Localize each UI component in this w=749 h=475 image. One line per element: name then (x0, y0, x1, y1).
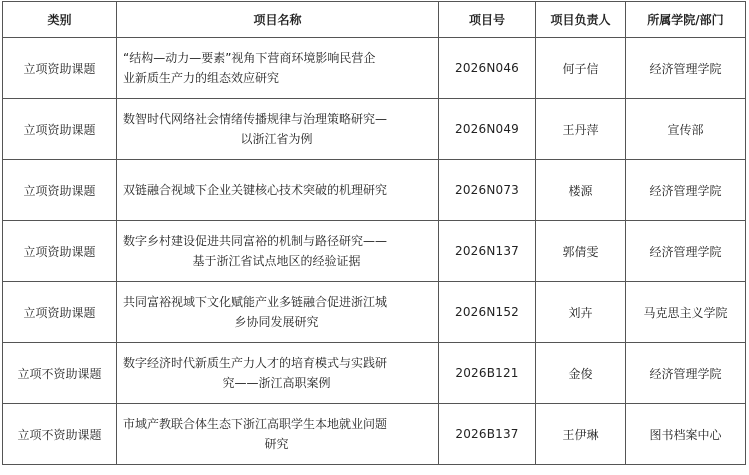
table-row (3, 160, 746, 221)
table-row (3, 99, 746, 160)
cell-department: 经济管理学院 (626, 160, 746, 221)
cell-category: 立项不资助课题 (3, 343, 117, 404)
cell-leader: 金俊 (536, 343, 626, 404)
cell-category: 立项不资助课题 (3, 404, 117, 465)
title-line-1: 数字乡村建设促进共同富裕的机制与路径研究—— (123, 234, 388, 248)
cell-category: 立项资助课题 (3, 221, 117, 282)
table-row (3, 282, 746, 343)
cell-leader: 楼源 (536, 160, 626, 221)
title-line-2: 业新质生产力的组态效应研究 (123, 71, 280, 85)
title-line-2: 基于浙江省试点地区的经验证据 (192, 254, 361, 268)
title-line-1: “结构—动力—要素”视角下营商环境影响民营企 (123, 51, 376, 65)
header-category: 类别 (3, 2, 117, 38)
cell-department: 图书档案中心 (626, 404, 746, 465)
header-code: 项目号 (439, 2, 536, 38)
cell-department: 经济管理学院 (626, 343, 746, 404)
cell-leader: 郭倩雯 (536, 221, 626, 282)
cell-category: 立项资助课题 (3, 38, 117, 99)
cell-title (117, 160, 439, 221)
cell-category: 立项资助课题 (3, 99, 117, 160)
header-department: 所属学院/部门 (626, 2, 746, 38)
cell-code: 2026N046 (439, 38, 536, 99)
title-line-1: 市域产教联合体生态下浙江高职学生本地就业问题 (123, 417, 388, 431)
cell-department: 马克思主义学院 (626, 282, 746, 343)
cell-title (117, 221, 439, 282)
cell-code: 2026N137 (439, 221, 536, 282)
cell-title (117, 99, 439, 160)
cell-leader: 王丹萍 (536, 99, 626, 160)
title-line-2: 以浙江省为例 (240, 132, 313, 146)
cell-leader: 王伊琳 (536, 404, 626, 465)
cell-title (117, 404, 439, 465)
cell-department: 宣传部 (626, 99, 746, 160)
cell-leader: 何子信 (536, 38, 626, 99)
title-line-2: 乡协同发展研究 (234, 315, 319, 329)
cell-code: 2026N152 (439, 282, 536, 343)
title-line-1: 数字经济时代新质生产力人才的培育模式与实践研 (123, 356, 388, 370)
header-leader: 项目负责人 (536, 2, 626, 38)
table-header-row (3, 2, 746, 38)
table-row (3, 343, 746, 404)
project-table (2, 1, 746, 465)
table-row (3, 404, 746, 465)
cell-category: 立项资助课题 (3, 282, 117, 343)
title-line-2: 究——浙江高职案例 (222, 376, 331, 390)
cell-code: 2026N049 (439, 99, 536, 160)
table-row (3, 221, 746, 282)
cell-department: 经济管理学院 (626, 221, 746, 282)
cell-title (117, 343, 439, 404)
title-line-2: 研究 (264, 437, 289, 451)
cell-title (117, 38, 439, 99)
cell-code: 2026N073 (439, 160, 536, 221)
table-row (3, 38, 746, 99)
cell-category: 立项资助课题 (3, 160, 117, 221)
title-line-1: 数智时代网络社会情绪传播规律与治理策略研究— (123, 112, 388, 126)
cell-code: 2026B121 (439, 343, 536, 404)
title-line-1: 双链融合视域下企业关键核心技术突破的机理研究 (123, 183, 388, 197)
cell-leader: 刘卉 (536, 282, 626, 343)
cell-title (117, 282, 439, 343)
cell-department: 经济管理学院 (626, 38, 746, 99)
cell-code: 2026B137 (439, 404, 536, 465)
title-line-1: 共同富裕视域下文化赋能产业多链融合促进浙江城 (123, 295, 388, 309)
header-title: 项目名称 (117, 2, 439, 38)
